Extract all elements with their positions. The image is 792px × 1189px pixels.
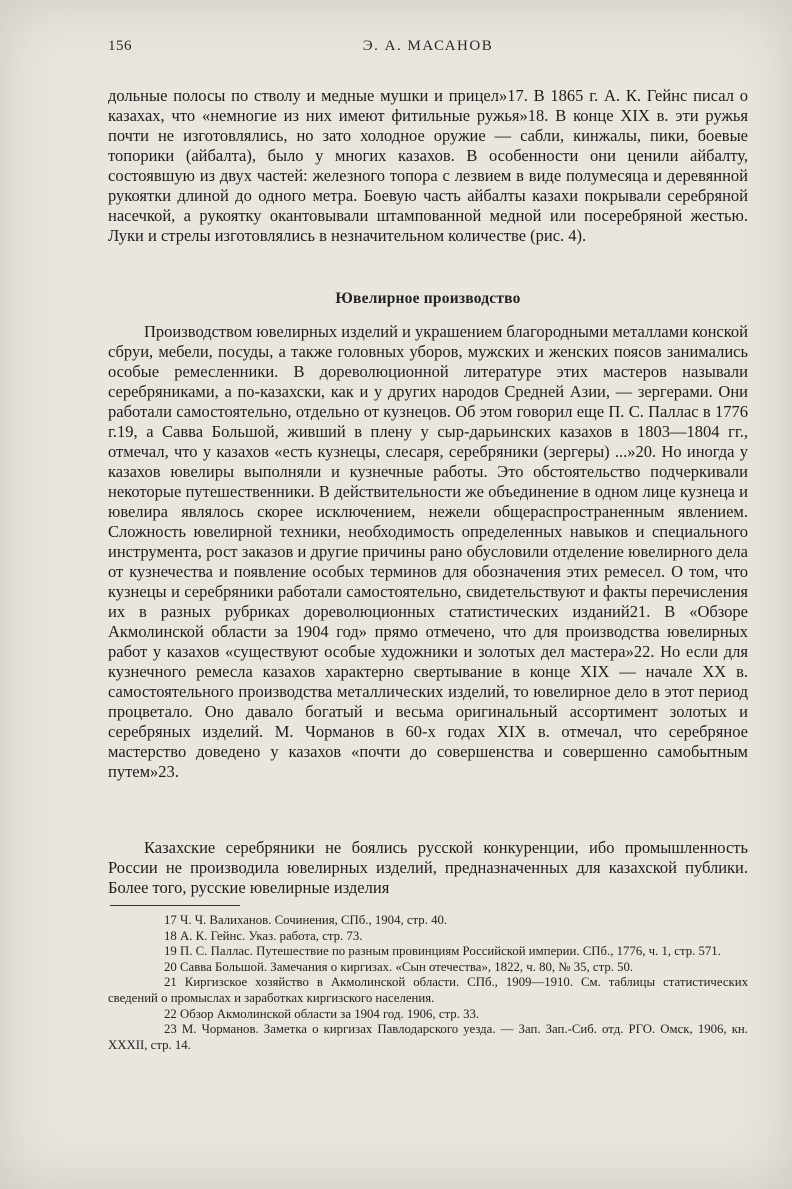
footnote-number: 23 bbox=[164, 1022, 177, 1037]
footnote bbox=[108, 913, 748, 929]
footnote-number: 18 bbox=[164, 928, 177, 943]
body-paragraph-2 bbox=[108, 322, 748, 782]
footnote-text: Обзор Акмолинской области за 1904 год. 1906, стр. 33. bbox=[180, 1006, 480, 1021]
footnote bbox=[108, 929, 748, 945]
paragraph-text: Производством ювелирных изделий и украшением благородными металлами конской сбруи, мебели, посуды, а также головных уборов, мужских и женских поясов занимались особые ремесленники. В дореволюционной литературе этих мастеров называли серебряниками, а по-казахски, как и у других народов Средней Азии, — зергерами. Они работали самостоятельно, отдельно от кузнецов. Об этом говорил еще П. С. Паллас в 1776 г.19, а Савва Большой, живший в плену у сыр-дарьинских казахов в 1803—1804 гг., отмечал, что у казахов «есть кузнецы, слесаря, серебряники (зергеры) ...»20. Но иногда у казахов ювелиры выполняли и кузнечные работы. Это обстоятельство подчеркивали некоторые путешественники. В действительности же объединение в одном лице кузнеца и ювелира являлось скорее исключением, нежели общераспространенным явлением. Сложность ювелирной техники, необходимость определенных навыков и специального инструмента, рост заказов и другие причины рано обусловили отделение ювелирного дела от кузнечества и появление особых терминов для обозначения этих ремесел. О том, что кузнецы и серебряники работали самостоятельно, свидетельствуют и факты перечисления их в разных рубриках дореволюционных статистических изданий21. В «Обзоре Акмолинской области за 1904 год» прямо отмечено, что для производства ювелирных работ у казахов «существуют особые художники и золотых дел мастера»22. Но если для кузнечного ремесла казахов характерно свертывание в конце XIX — начале XX в. самостоятельного производства металлических изделий, то ювелирное дело в этот период процветало. Оно давало богатый и весьма оригинальный ассортимент золотых и серебряных изделий. М. Чорманов в 60-х годах XIX в. отмечал, что серебряное мастерство доведено у казахов «почти до совершенства и совершенно самобытным путем»23. bbox=[108, 322, 748, 781]
footnote-text: М. Чорманов. Заметка о киргизах Павлодарского уезда. — Зап. Зап.-Сиб. отд. РГО. Омск, 1906, кн. XXXII, стр. 14. bbox=[108, 1022, 748, 1052]
page-number: 156 bbox=[108, 38, 132, 54]
footnote-divider bbox=[110, 905, 240, 906]
footnote-number: 19 bbox=[164, 944, 177, 959]
footnote bbox=[108, 1007, 748, 1023]
page-header bbox=[108, 38, 748, 60]
footnote-text: Савва Большой. Замечания о киргизах. «Сын отечества», 1822, ч. 80, № 35, стр. 50. bbox=[180, 959, 634, 974]
footnote bbox=[108, 975, 748, 1006]
footnote-number: 20 bbox=[164, 959, 177, 974]
body-paragraph-3 bbox=[108, 838, 748, 898]
footnote bbox=[108, 960, 748, 976]
paragraph-text: дольные полосы по стволу и медные мушки и прицел»17. В 1865 г. А. К. Гейнс писал о казахах, что «немногие из них имеют фитильные ружья»18. В конце XIX в. эти ружья почти не изготовлялись, но зато холодное оружие — сабли, кинжалы, пики, боевые топорики (айбалта), было у многих казахов. В особенности они ценили айбалту, состоявшую из двух частей: железного топора с лезвием в виде полумесяца и деревянной рукоятки длиной до одного метра. Боевую часть айбалты казахи покрывали серебряной насечкой, а рукоятку окантовывали штампованной медной или посеребряной жестью. Луки и стрелы изготовлялись в незначительном количестве (рис. 4). bbox=[108, 86, 748, 245]
footnote-text: Ч. Ч. Валиханов. Сочинения, СПб., 1904, стр. 40. bbox=[180, 913, 448, 927]
section-title: Ювелирное производство bbox=[335, 290, 521, 307]
footnote-number: 21 bbox=[164, 975, 177, 990]
footnote-number: 17 bbox=[164, 913, 177, 927]
body-paragraph-1 bbox=[108, 86, 748, 246]
footnote-text: Киргизское хозяйство в Акмолинской области. СПб., 1909—1910. См. таблицы статистических сведений о промыслах и заработках киргизского населения. bbox=[108, 975, 748, 1005]
footnote bbox=[108, 944, 748, 960]
footnote-text: А. К. Гейнс. Указ. работа, стр. 73. bbox=[180, 928, 363, 943]
footnote bbox=[108, 1022, 748, 1053]
footnote-text: П. С. Паллас. Путешествие по разным провинциям Российской империи. СПб., 1776, ч. 1, стр. 571. bbox=[180, 944, 721, 959]
footnote-number: 22 bbox=[164, 1006, 177, 1021]
running-head: Э. А. МАСАНОВ bbox=[362, 38, 494, 54]
footnotes bbox=[108, 913, 748, 1053]
paragraph-text: Казахские серебряники не боялись русской конкуренции, ибо промышленность России не производила ювелирных изделий, предназначенных для казахской публики. Более того, русские ювелирные изделия bbox=[108, 838, 748, 897]
